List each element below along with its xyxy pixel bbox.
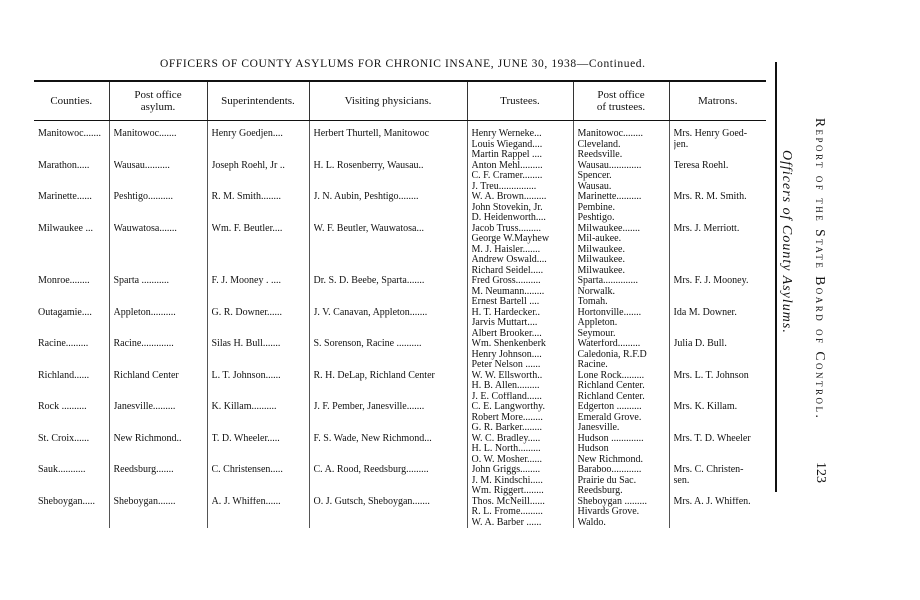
county-cell-line: Monroe........ xyxy=(38,276,90,286)
matron-cell-line: Mrs. J. Merriott. xyxy=(673,223,740,234)
matron-cell-line: jen. xyxy=(673,139,689,150)
trustees-cell-line: Anton Mehl......... xyxy=(471,160,543,171)
matron-cell xyxy=(669,434,766,466)
trustee-post-office-cell-line: Spencer. xyxy=(577,171,612,181)
post-office-cell-line: Richland Center xyxy=(113,370,179,381)
superintendent-cell xyxy=(207,339,309,371)
trustee-post-office-cell xyxy=(573,497,669,529)
physician-cell xyxy=(309,129,467,161)
trustee-post-office-cell-line: Waldo. xyxy=(577,517,606,528)
trustee-post-office-cell-line: Baraboo............ xyxy=(577,465,642,475)
trustee-post-office-cell-line: Prairie du Sac. xyxy=(577,475,637,486)
physician-cell-line: H. L. Rosenberry, Wausau.. xyxy=(313,160,424,171)
trustees-cell-line: C. F. Cramer........ xyxy=(471,171,543,181)
county-cell-line: St. Croix...... xyxy=(38,433,90,444)
trustee-post-office-cell-line: Seymour. xyxy=(577,328,616,339)
superintendent-cell-line: R. M. Smith........ xyxy=(211,192,281,202)
physician-cell xyxy=(309,224,467,277)
col-header-post-office-trustees: Post office of trustees. xyxy=(573,81,669,121)
trustee-post-office-cell-line: Sparta.............. xyxy=(577,276,639,286)
physician-cell xyxy=(309,276,467,308)
county-cell-line: Milwaukee ... xyxy=(38,223,93,234)
trustees-cell-line: Richard Seidel..... xyxy=(471,265,544,276)
section-head: Officers of County Asylums. xyxy=(779,150,794,334)
trustee-post-office-cell-line: Janesville. xyxy=(577,423,620,433)
trustee-post-office-cell-line: Hortonville....... xyxy=(577,307,642,318)
post-office-cell-line: Wauwatosa....... xyxy=(113,223,177,234)
trustee-post-office-cell-line: Milwaukee. xyxy=(577,265,625,276)
physician-cell-line: R. H. DeLap, Richland Center xyxy=(313,370,435,381)
trustees-cell xyxy=(467,161,573,193)
trustees-cell-line: Wm. Riggert........ xyxy=(471,486,544,496)
table-row xyxy=(34,465,766,497)
post-office-cell xyxy=(109,339,207,371)
physician-cell xyxy=(309,434,467,466)
post-office-cell-line: Appleton.......... xyxy=(113,307,176,318)
trustees-cell-line: C. E. Langworthy. xyxy=(471,402,546,412)
trustee-post-office-cell-line: Emerald Grove. xyxy=(577,412,642,423)
trustee-post-office-cell-line: Mil-aukee. xyxy=(577,234,622,244)
county-cell xyxy=(34,434,109,466)
physician-cell xyxy=(309,308,467,340)
matron-cell-line: Mrs. Henry Goed- xyxy=(673,129,748,139)
trustees-cell-line: Robert More........ xyxy=(471,412,543,423)
superintendent-cell xyxy=(207,129,309,161)
post-office-cell xyxy=(109,497,207,529)
table-spacer xyxy=(34,121,766,130)
county-cell xyxy=(34,371,109,403)
page-number: 123 xyxy=(813,462,828,483)
table-header-row xyxy=(34,81,766,121)
county-cell xyxy=(34,339,109,371)
superintendent-cell-line: F. J. Mooney . .... xyxy=(211,276,281,286)
physician-cell xyxy=(309,465,467,497)
trustees-cell-line: Jarvis Muttart.... xyxy=(471,318,538,328)
table-row xyxy=(34,339,766,371)
trustees-cell-line: J. M. Kindschi..... xyxy=(471,475,543,486)
col-header-counties: Counties. xyxy=(34,81,109,121)
post-office-cell xyxy=(109,402,207,434)
trustee-post-office-cell xyxy=(573,434,669,466)
post-office-cell-line: Sparta ........... xyxy=(113,276,170,286)
table-row xyxy=(34,497,766,529)
table-row xyxy=(34,276,766,308)
trustees-cell-line: H. T. Hardecker.. xyxy=(471,307,540,318)
post-office-cell xyxy=(109,371,207,403)
county-cell-line: Richland...... xyxy=(38,370,90,381)
trustee-post-office-cell-line: Sheboygan ......... xyxy=(577,496,647,507)
physician-cell-line: W. F. Beutler, Wauwatosa... xyxy=(313,223,424,234)
superintendent-cell xyxy=(207,192,309,224)
superintendent-cell-line: Joseph Roehl, Jr .. xyxy=(211,160,285,171)
trustees-cell xyxy=(467,276,573,308)
post-office-cell xyxy=(109,308,207,340)
county-cell xyxy=(34,192,109,224)
matron-cell-line: Julia D. Bull. xyxy=(673,339,727,349)
trustees-cell-line: Wm. Shenkenberk xyxy=(471,339,546,349)
trustee-post-office-cell xyxy=(573,129,669,161)
trustees-cell-line: W. A. Barber ...... xyxy=(471,517,542,528)
post-office-cell-line: New Richmond.. xyxy=(113,433,182,444)
matron-cell-line: Mrs. L. T. Johnson xyxy=(673,370,749,381)
physician-cell xyxy=(309,339,467,371)
post-office-cell xyxy=(109,276,207,308)
vertical-rule xyxy=(775,62,777,492)
trustees-cell-line: J. E. Coffland...... xyxy=(471,391,542,402)
superintendent-cell xyxy=(207,276,309,308)
matron-cell-line: Mrs. F. J. Mooney. xyxy=(673,276,749,286)
matron-cell xyxy=(669,497,766,529)
trustees-cell-line: Andrew Oswald.... xyxy=(471,255,547,265)
trustees-cell xyxy=(467,371,573,403)
superintendent-cell-line: Wm. F. Beutler.... xyxy=(211,223,283,234)
trustees-cell-line: R. L. Frome......... xyxy=(471,507,543,517)
trustee-post-office-cell-line: New Richmond. xyxy=(577,454,644,465)
county-cell xyxy=(34,465,109,497)
trustee-post-office-cell-line: Milwaukee....... xyxy=(577,223,640,234)
physician-cell xyxy=(309,402,467,434)
trustees-cell-line: George W.Mayhew xyxy=(471,234,550,244)
county-cell xyxy=(34,276,109,308)
matron-cell xyxy=(669,339,766,371)
matron-cell-line: Ida M. Downer. xyxy=(673,307,737,318)
matron-cell-line: Mrs. K. Killam. xyxy=(673,402,738,412)
trustee-post-office-cell xyxy=(573,371,669,403)
matron-cell xyxy=(669,276,766,308)
trustees-cell-line: O. W. Mosher...... xyxy=(471,454,543,465)
col-header-post-office-asylum: Post office asylum. xyxy=(109,81,207,121)
trustee-post-office-cell xyxy=(573,192,669,224)
physician-cell-line: J. V. Canavan, Appleton....... xyxy=(313,307,428,318)
county-cell xyxy=(34,497,109,529)
trustee-post-office-cell-line: Norwalk. xyxy=(577,286,615,297)
trustee-post-office-cell xyxy=(573,276,669,308)
trustees-cell-line: M. J. Haisler....... xyxy=(471,244,541,255)
trustees-cell-line: H. B. Allen......... xyxy=(471,381,540,391)
trustees-cell-line: Henry Werneke... xyxy=(471,129,542,139)
trustees-cell-line: J. Treu............... xyxy=(471,181,537,192)
post-office-cell-line: Racine............. xyxy=(113,339,174,349)
trustees-cell xyxy=(467,465,573,497)
post-office-cell-line: Sheboygan....... xyxy=(113,496,176,507)
trustee-post-office-cell-line: Racine. xyxy=(577,360,608,370)
trustee-post-office-cell xyxy=(573,339,669,371)
trustee-post-office-cell xyxy=(573,465,669,497)
physician-cell xyxy=(309,497,467,529)
table-body xyxy=(34,121,766,529)
trustee-post-office-cell-line: Milwaukee. xyxy=(577,244,625,255)
trustees-cell xyxy=(467,497,573,529)
trustees-cell xyxy=(467,434,573,466)
trustee-post-office-cell-line: Waterford......... xyxy=(577,339,641,349)
trustee-post-office-cell-line: Milwaukee. xyxy=(577,255,625,265)
matron-cell xyxy=(669,192,766,224)
trustee-post-office-cell xyxy=(573,402,669,434)
matron-cell xyxy=(669,224,766,277)
trustee-post-office-cell-line: Caledonia, R.F.D xyxy=(577,349,647,360)
county-cell xyxy=(34,308,109,340)
trustees-cell-line: H. L. North......... xyxy=(471,444,541,454)
superintendent-cell xyxy=(207,371,309,403)
table-row xyxy=(34,161,766,193)
physician-cell-line: S. Sorenson, Racine .......... xyxy=(313,339,422,349)
trustee-post-office-cell-line: Cleveland. xyxy=(577,139,621,150)
trustees-cell xyxy=(467,308,573,340)
table-row xyxy=(34,371,766,403)
col-header-visiting-physicians: Visiting physicians. xyxy=(309,81,467,121)
table-row xyxy=(34,434,766,466)
trustees-cell-line: W. C. Bradley..... xyxy=(471,433,541,444)
superintendent-cell-line: L. T. Johnson...... xyxy=(211,370,281,381)
superintendent-cell xyxy=(207,434,309,466)
post-office-cell xyxy=(109,224,207,277)
matron-cell xyxy=(669,402,766,434)
trustees-cell-line: John Stovekin, Jr. xyxy=(471,202,543,213)
trustees-cell-line: D. Heidenworth.... xyxy=(471,213,546,223)
trustee-post-office-cell xyxy=(573,224,669,277)
superintendent-cell-line: G. R. Downer...... xyxy=(211,307,283,318)
matron-cell xyxy=(669,129,766,161)
physician-cell-line: C. A. Rood, Reedsburg......... xyxy=(313,465,429,475)
trustees-cell-line: Fred Gross.......... xyxy=(471,276,541,286)
trustees-cell-line: W. W. Ellsworth.. xyxy=(471,370,543,381)
county-cell-line: Marinette...... xyxy=(38,192,92,202)
trustee-post-office-cell-line: Tomah. xyxy=(577,297,608,307)
physician-cell xyxy=(309,371,467,403)
trustees-cell xyxy=(467,129,573,161)
trustee-post-office-cell-line: Hivards Grove. xyxy=(577,507,640,517)
superintendent-cell xyxy=(207,161,309,193)
trustee-post-office-cell-line: Pembine. xyxy=(577,202,615,213)
trustee-post-office-cell-line: Hudson ............. xyxy=(577,433,644,444)
trustees-cell-line: John Griggs........ xyxy=(471,465,541,475)
matron-cell-line: Mrs. C. Christen- xyxy=(673,465,744,475)
matron-cell xyxy=(669,465,766,497)
trustee-post-office-cell xyxy=(573,308,669,340)
col-header-superintendents: Superintendents. xyxy=(207,81,309,121)
post-office-cell-line: Manitowoc....... xyxy=(113,129,177,139)
superintendent-cell-line: K. Killam.......... xyxy=(211,402,277,412)
trustee-post-office-cell-line: Marinette.......... xyxy=(577,192,642,202)
physician-cell-line: J. N. Aubin, Peshtigo........ xyxy=(313,192,419,202)
superintendent-cell-line: A. J. Whiffen...... xyxy=(211,496,281,507)
trustee-post-office-cell-line: Edgerton .......... xyxy=(577,402,642,412)
county-cell xyxy=(34,224,109,277)
trustee-post-office-cell-line: Appleton. xyxy=(577,318,618,328)
trustees-cell-line: Martin Rappel .... xyxy=(471,150,543,160)
table-row xyxy=(34,129,766,161)
county-cell-line: Sheboygan..... xyxy=(38,496,95,507)
superintendent-cell xyxy=(207,497,309,529)
table-row xyxy=(34,402,766,434)
table-row xyxy=(34,224,766,277)
trustee-post-office-cell-line: Reedsburg. xyxy=(577,486,623,496)
trustees-cell-line: Albert Brooker.... xyxy=(471,328,542,339)
superintendent-cell-line: Henry Goedjen.... xyxy=(211,129,283,139)
trustees-cell-line: Jacob Truss......... xyxy=(471,223,541,234)
post-office-cell xyxy=(109,192,207,224)
superintendent-cell-line: T. D. Wheeler..... xyxy=(211,433,280,444)
table-row xyxy=(34,308,766,340)
post-office-cell-line: Janesville......... xyxy=(113,402,176,412)
superintendent-cell xyxy=(207,465,309,497)
running-head: Report of the State Board of Control. xyxy=(813,118,828,421)
officers-table xyxy=(34,80,766,528)
trustees-cell xyxy=(467,402,573,434)
trustees-cell-line: W. A. Brown......... xyxy=(471,192,547,202)
physician-cell xyxy=(309,192,467,224)
superintendent-cell-line: C. Christensen..... xyxy=(211,465,283,475)
post-office-cell-line: Peshtigo.......... xyxy=(113,192,173,202)
trustee-post-office-cell-line: Manitowoc........ xyxy=(577,129,644,139)
physician-cell-line: J. F. Pember, Janesville....... xyxy=(313,402,425,412)
county-cell-line: Manitowoc....... xyxy=(38,129,102,139)
county-cell xyxy=(34,129,109,161)
matron-cell xyxy=(669,308,766,340)
col-header-matrons: Matrons. xyxy=(669,81,766,121)
county-cell-line: Sauk........... xyxy=(38,465,86,475)
trustees-cell-line: G. R. Barker........ xyxy=(471,423,543,433)
matron-cell-line: Mrs. A. J. Whiffen. xyxy=(673,496,751,507)
trustees-cell-line: Louis Wiegand.... xyxy=(471,139,543,150)
county-cell-line: Rock .......... xyxy=(38,402,87,412)
superintendent-cell xyxy=(207,224,309,277)
matron-cell xyxy=(669,371,766,403)
matron-cell xyxy=(669,161,766,193)
trustees-cell xyxy=(467,224,573,277)
trustee-post-office-cell-line: Peshtigo. xyxy=(577,213,615,223)
trustee-post-office-cell-line: Wausau. xyxy=(577,181,612,192)
physician-cell-line: Herbert Thurtell, Manitowoc xyxy=(313,129,430,139)
county-cell-line: Outagamie.... xyxy=(38,307,92,318)
post-office-cell xyxy=(109,434,207,466)
superintendent-cell-line: Silas H. Bull....... xyxy=(211,339,281,349)
post-office-cell-line: Reedsburg....... xyxy=(113,465,174,475)
superintendent-cell xyxy=(207,402,309,434)
matron-cell-line: sen. xyxy=(673,475,690,486)
county-cell xyxy=(34,161,109,193)
trustee-post-office-cell-line: Richland Center. xyxy=(577,391,645,402)
matron-cell-line: Mrs. R. M. Smith. xyxy=(673,192,747,202)
county-cell xyxy=(34,402,109,434)
table-row xyxy=(34,192,766,224)
trustee-post-office-cell-line: Reedsville. xyxy=(577,150,623,160)
trustees-cell-line: Peter Nelson ...... xyxy=(471,360,541,370)
col-header-trustees: Trustees. xyxy=(467,81,573,121)
trustee-post-office-cell-line: Wausau............. xyxy=(577,160,642,171)
post-office-cell xyxy=(109,465,207,497)
matron-cell-line: Mrs. T. D. Wheeler xyxy=(673,433,751,444)
trustee-post-office-cell-line: Hudson xyxy=(577,444,609,454)
trustees-cell xyxy=(467,192,573,224)
county-cell-line: Marathon..... xyxy=(38,160,90,171)
physician-cell-line: Dr. S. D. Beebe, Sparta....... xyxy=(313,276,425,286)
trustees-cell-line: Ernest Bartell .... xyxy=(471,297,540,307)
physician-cell-line: F. S. Wade, New Richmond... xyxy=(313,433,432,444)
trustee-post-office-cell-line: Richland Center. xyxy=(577,381,645,391)
trustee-post-office-cell xyxy=(573,161,669,193)
trustees-cell xyxy=(467,339,573,371)
matron-cell-line: Teresa Roehl. xyxy=(673,160,729,171)
trustees-cell-line: M. Neumann........ xyxy=(471,286,545,297)
county-cell-line: Racine......... xyxy=(38,339,89,349)
trustees-cell-line: Thos. McNeill...... xyxy=(471,496,545,507)
superintendent-cell xyxy=(207,308,309,340)
post-office-cell xyxy=(109,129,207,161)
trustees-cell-line: Henry Johnson.... xyxy=(471,349,542,360)
page-title: OFFICERS OF COUNTY ASYLUMS FOR CHRONIC INSANE, JUNE 30, 1938—Continued. xyxy=(160,58,646,70)
post-office-cell-line: Wausau.......... xyxy=(113,160,170,171)
trustee-post-office-cell-line: Lone Rock......... xyxy=(577,370,645,381)
physician-cell xyxy=(309,161,467,193)
physician-cell-line: O. J. Gutsch, Sheboygan....... xyxy=(313,496,430,507)
post-office-cell xyxy=(109,161,207,193)
